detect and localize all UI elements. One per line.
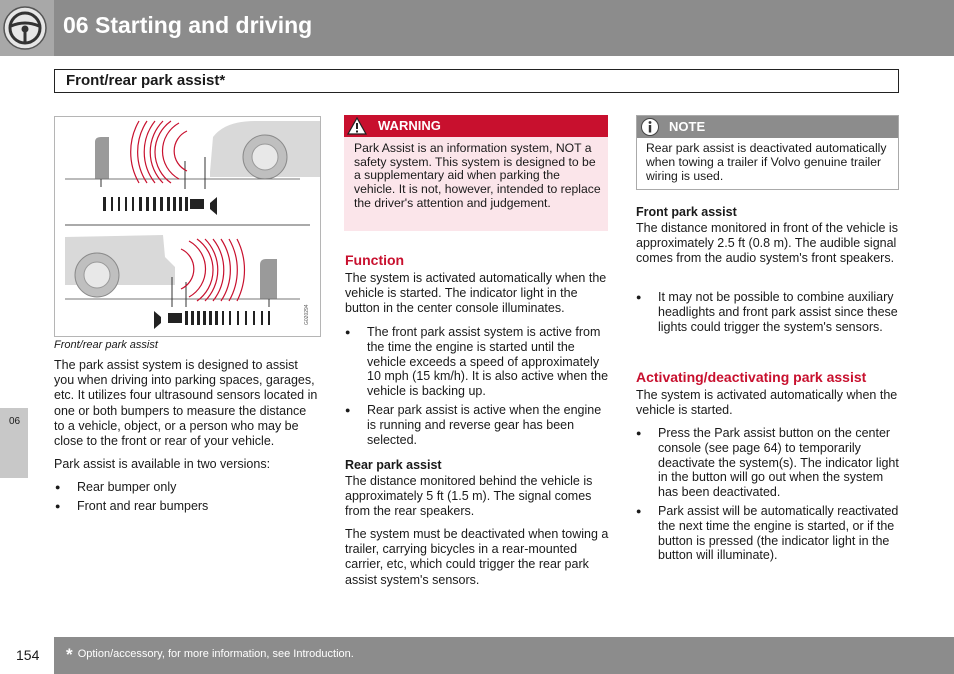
list-item — [345, 403, 610, 447]
rear-sensor-waves — [181, 239, 244, 301]
bullet-icon: ● — [345, 405, 351, 415]
bullet-icon: ● — [636, 292, 642, 302]
warning-box — [344, 115, 608, 231]
bullet-icon: ● — [55, 482, 61, 492]
rear-assist-text-2: The system must be deactivated when towing a trailer, carrying bicycles in a rear-mounted carrier, etc, which could trigger the rear park assist system's sensors. — [345, 527, 609, 587]
list-item — [636, 290, 901, 334]
steering-wheel-icon — [0, 0, 54, 56]
info-circle-icon — [640, 117, 660, 137]
intro-paragraph: The park assist system is designed to assist you when driving into parking spaces, garages, etc. It utilizes four ultrasound sensors located in one or both bumpers to measure the distance to a vehicle, object, or a person who may be close to the front or rear of your vehicle. — [54, 358, 318, 449]
list-item-text: The front park assist system is active from the time the engine is started until the vehicle exceeds a speed of approximately 10 mph (15 km/h). It is also active when the vehicle is backing up. — [367, 325, 609, 399]
footnote-text: Option/accessory, for more information, see Introduction. — [77, 648, 354, 660]
front-scene — [65, 121, 320, 189]
park-assist-illustration — [55, 117, 320, 336]
note-body: Rear park assist is deactivated automatically when towing a trailer if Volvo genuine trailer wiring is used. — [646, 141, 887, 183]
note-header — [637, 116, 898, 138]
chapter-title: 06 Starting and driving — [63, 12, 313, 38]
figure-code: G020294 — [304, 304, 310, 325]
list-item — [636, 426, 901, 500]
warning-triangle-icon — [346, 116, 368, 136]
section-title: Front/rear park assist* — [66, 72, 226, 89]
list-item-text: Press the Park assist button on the center console (see page 64) to temporarily deactivate the system(s). The indicator light in the button will go out when the system has been deactivated. — [658, 426, 899, 500]
list-item — [55, 480, 317, 495]
list-item — [345, 325, 610, 399]
list-item-text: Park assist will be automatically reactivated the next time the engine is started, or if the button is pressed (the indicator light in the button will illuminate). — [658, 504, 899, 563]
page-number: 154 — [16, 647, 40, 663]
bullet-icon: ● — [636, 506, 642, 516]
footnote-star: * — [66, 645, 73, 664]
warning-header — [344, 115, 608, 137]
list-item — [55, 499, 317, 514]
park-assist-figure — [54, 116, 321, 337]
note-title: NOTE — [669, 119, 706, 134]
front-assist-heading: Front park assist — [636, 205, 737, 219]
list-item-text: Rear park assist is active when the engine is running and reverse gear has been selected. — [367, 403, 602, 447]
list-item — [636, 504, 901, 563]
bullet-icon: ● — [636, 428, 642, 438]
note-box — [636, 115, 899, 190]
front-sensor-waves — [131, 121, 187, 183]
function-heading: Function — [345, 252, 405, 268]
function-text: The system is activated automatically when the vehicle is started. The indicator light in the button in the center console illuminates. — [345, 271, 607, 316]
chapter-side-tab — [0, 408, 28, 478]
front-assist-text: The distance monitored in front of the vehicle is approximately 2.5 ft (0.8 m). The audible signal comes from the audio system's front speakers. — [636, 221, 898, 266]
footnote — [66, 645, 354, 665]
activate-heading: Activating/deactivating park assist — [636, 369, 867, 385]
versions-intro: Park assist is available in two versions: — [54, 457, 271, 471]
side-tab-label: 06 — [9, 416, 21, 427]
bullet-icon: ● — [345, 327, 351, 337]
list-item-text: It may not be possible to combine auxiliary headlights and front park assist since these lights could trigger the system's sensors. — [658, 290, 898, 334]
front-signal-bars — [103, 197, 217, 215]
rear-scene — [65, 235, 300, 307]
bullet-icon: ● — [55, 501, 61, 511]
list-item-text: Front and rear bumpers — [77, 499, 209, 513]
rear-assist-heading: Rear park assist — [345, 458, 442, 472]
activate-text: The system is activated automatically when the vehicle is started. — [636, 388, 898, 418]
rear-assist-text: The distance monitored behind the vehicle is approximately 5 ft (1.5 m). The signal comes from the rear speakers. — [345, 474, 593, 519]
rear-signal-bars — [154, 311, 270, 329]
list-item-text: Rear bumper only — [77, 480, 177, 494]
figure-caption: Front/rear park assist — [54, 339, 158, 351]
section-title-box — [54, 69, 899, 93]
warning-body: Park Assist is an information system, NOT a safety system. This system is designed to be a supplementary aid when parking the vehicle. It is not, however, intended to replace the driver's attention and judgement. — [354, 141, 601, 210]
warning-title: WARNING — [378, 118, 441, 133]
chapter-logo-box — [0, 0, 54, 56]
